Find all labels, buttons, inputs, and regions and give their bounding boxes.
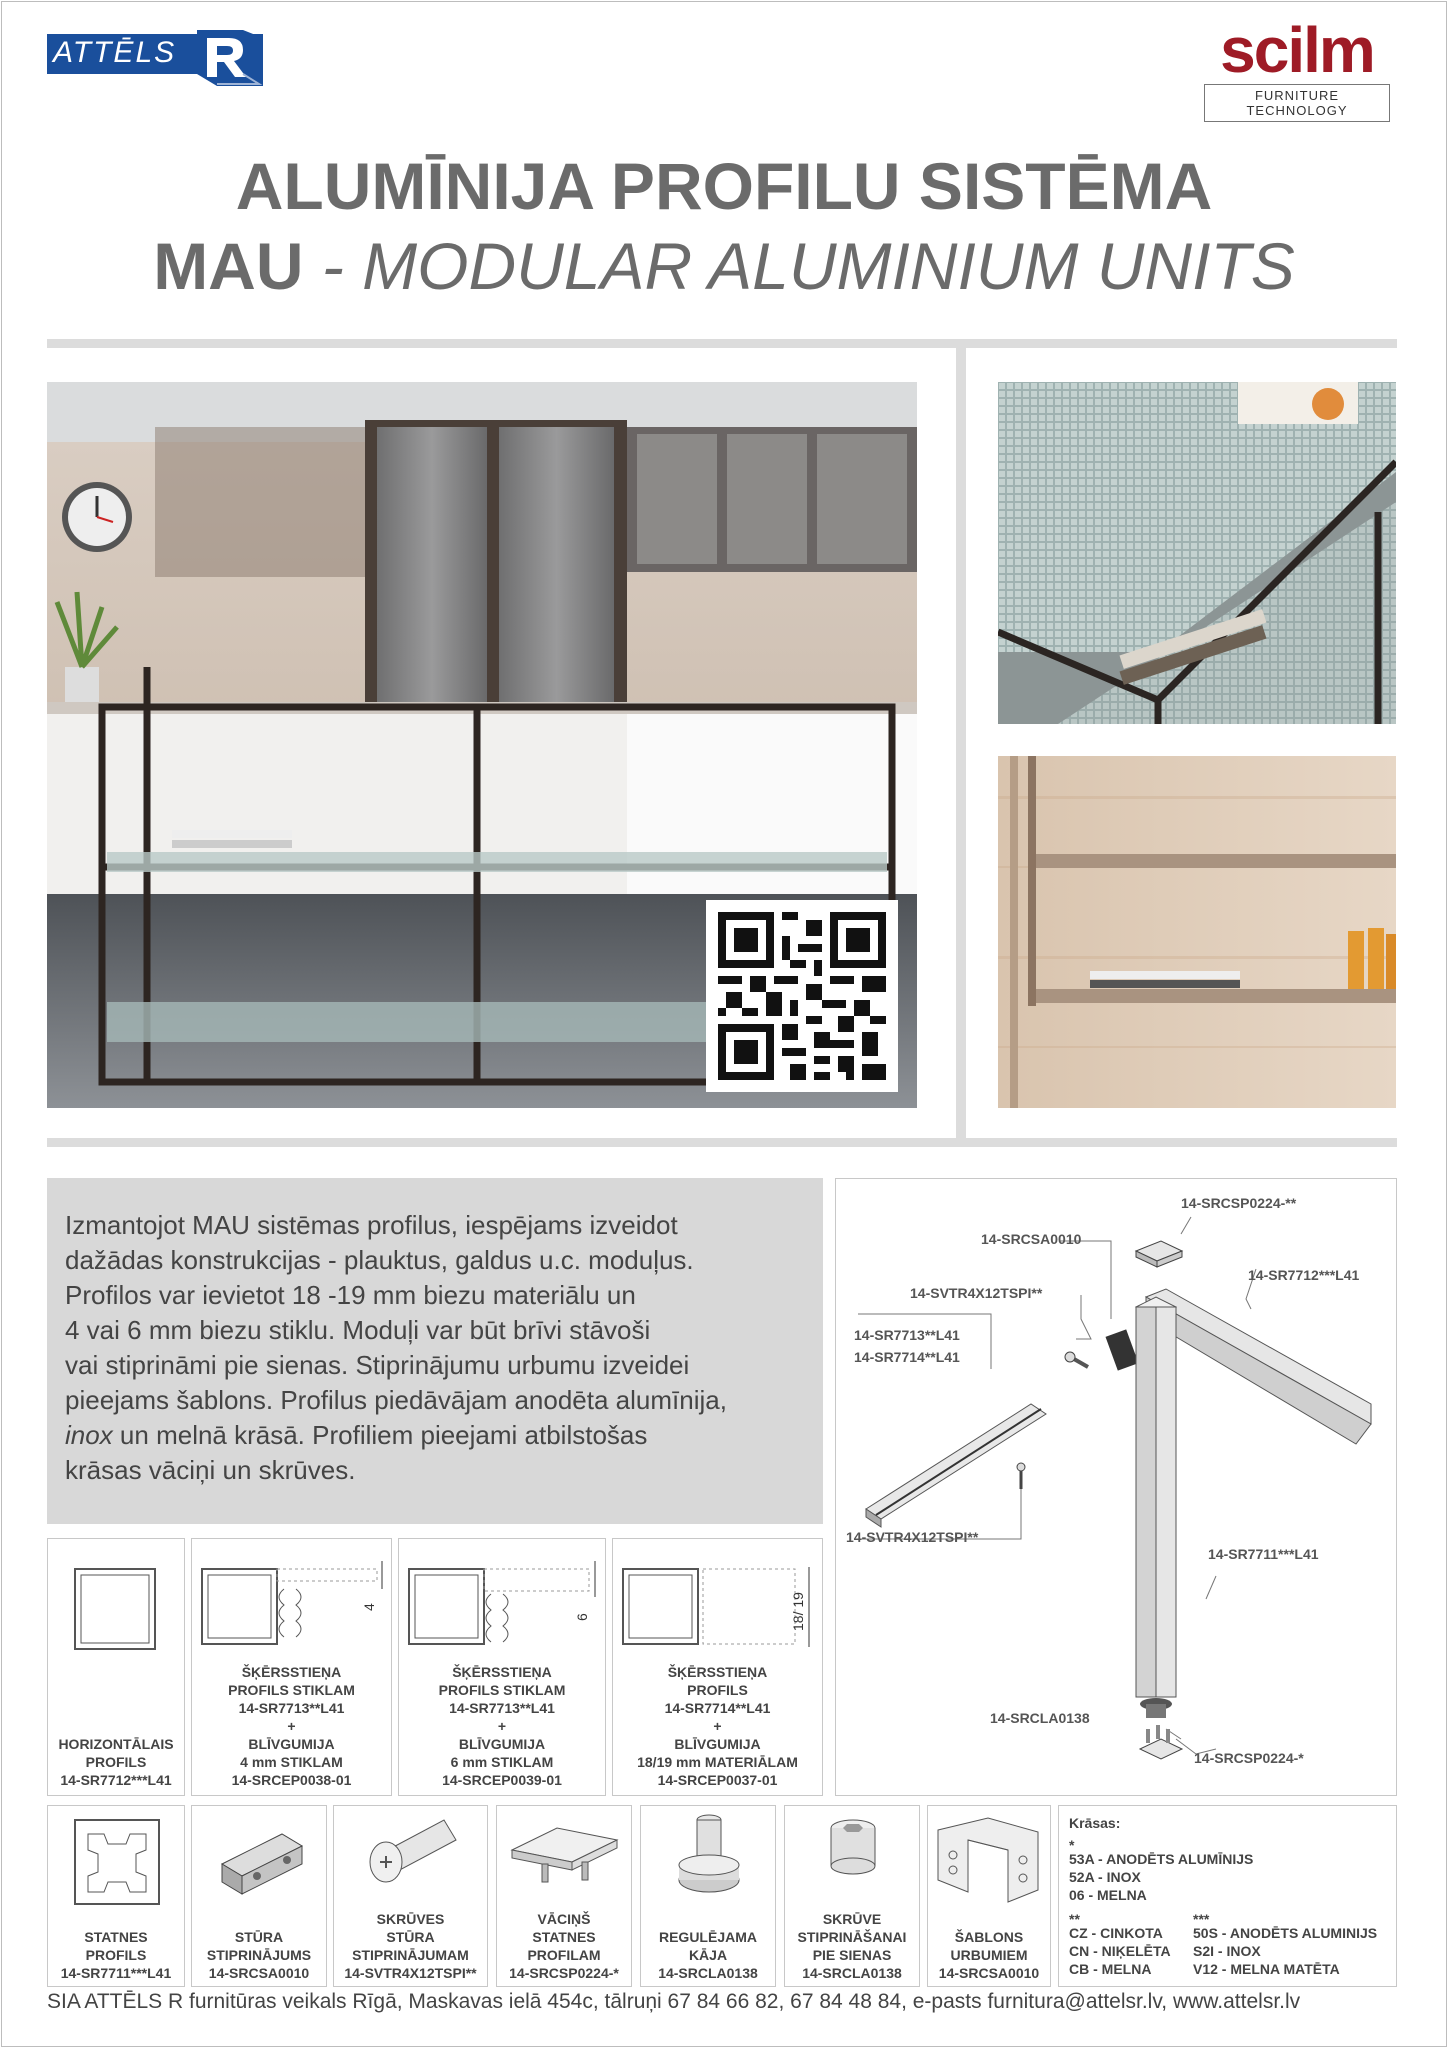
caption-line: STŪRA — [234, 1929, 284, 1945]
page-title-line2 — [0, 228, 1448, 304]
caption-line: + — [713, 1718, 722, 1734]
attels-logo — [47, 30, 263, 86]
caption-line: 14-SRCSA0010 — [938, 1965, 1040, 1981]
glass-shelf-photo — [998, 382, 1396, 724]
part-box-cap — [496, 1805, 632, 1987]
caption-line: + — [497, 1718, 507, 1734]
caption-line: STATNES — [532, 1929, 596, 1945]
profile-box-material — [612, 1538, 823, 1796]
colors-group-triple — [1193, 1911, 1378, 1978]
caption-line: 14-SR7712***L41 — [60, 1772, 172, 1788]
caption-line: PIE SIENAS — [812, 1947, 892, 1963]
description-line: krāsas vāciņi un skrūves. — [65, 1455, 356, 1485]
color-item: V12 - MELNA MATĒTA — [1193, 1961, 1340, 1977]
caption-line: 14-SR7713**L41 — [238, 1700, 345, 1716]
caption-line: + — [287, 1718, 296, 1734]
caption-line: PROFILS STIKLAM — [438, 1682, 566, 1698]
description-line: 4 vai 6 mm biezu stiklu. Moduļi var būt brīvi stāvoši — [65, 1315, 651, 1345]
part-caption — [785, 1910, 919, 1982]
part-caption — [641, 1928, 775, 1982]
label-cap-top: 14-SRCSP0224-** — [1181, 1195, 1297, 1211]
exploded-diagram — [835, 1178, 1397, 1796]
color-item: 06 - MELNA — [1069, 1887, 1147, 1903]
part-box-wall-screw — [784, 1805, 920, 1987]
scilm-logo-tagline: FURNITURE TECHNOLOGY — [1204, 84, 1390, 122]
caption-line: 14-SRCLA0138 — [802, 1965, 902, 1981]
part-box-screws — [333, 1805, 488, 1987]
colors-mark: *** — [1193, 1911, 1210, 1927]
colors-mark: ** — [1069, 1911, 1080, 1927]
description-panel — [47, 1178, 823, 1524]
colors-group-single — [1069, 1837, 1254, 1904]
top-divider — [47, 339, 1397, 348]
caption-line: ŠĶĒRSSTIEŅA — [667, 1664, 768, 1680]
caption-line: PROFILS — [85, 1754, 147, 1770]
scilm-logo-name: scilm — [1220, 14, 1374, 86]
caption-line: 14-SR7711***L41 — [60, 1965, 172, 1981]
caption-line: PROFILAM — [527, 1947, 601, 1963]
caption-line: STATNES — [84, 1929, 148, 1945]
part-caption — [497, 1910, 631, 1982]
description-line: dažādas konstrukcijas - plauktus, galdus u.c. moduļus. — [65, 1245, 694, 1275]
footer-contacts: SIA ATTĒLS R furnitūras veikals Rīgā, Maskavas ielā 454c, tālruņi 67 84 66 82, 67 84 48 84, e-pasts furnitura@attelsr.lv, www.attelsr.lv — [47, 1990, 1301, 2013]
caption-line: REGULĒJAMA — [658, 1929, 757, 1945]
mid-divider — [47, 1138, 1397, 1147]
label-cap-bottom: 14-SRCSP0224-* — [1194, 1750, 1304, 1766]
caption-line: 14-SRCEP0039-01 — [442, 1772, 562, 1788]
qr-code[interactable] — [706, 900, 898, 1092]
caption-line: KĀJA — [688, 1947, 728, 1963]
caption-line: 4 mm STIKLAM — [240, 1754, 343, 1770]
colors-title: Krāsas: — [1069, 1815, 1121, 1831]
color-item: S2I - INOX — [1193, 1943, 1261, 1959]
scilm-logo — [1197, 14, 1397, 118]
label-post: 14-SR7711***L41 — [1208, 1546, 1319, 1562]
caption-line: PROFILS STIKLAM — [228, 1682, 355, 1698]
description-inox: inox — [65, 1420, 113, 1450]
part-caption — [928, 1928, 1050, 1982]
label-foot: 14-SRCLA0138 — [990, 1710, 1090, 1726]
caption-line: 14-SR7713**L41 — [449, 1700, 555, 1716]
caption-line: STIPRINĀJUMS — [206, 1947, 312, 1963]
dim-18-19: 18/ 19 — [790, 1592, 806, 1631]
description-line: vai stiprināmi pie sienas. Stiprinājumu urbumu izveidei — [65, 1350, 690, 1380]
part-box-drill-template — [927, 1805, 1051, 1987]
caption-line: URBUMIEM — [950, 1947, 1028, 1963]
caption-line: ŠĶĒRSSTIEŅA — [241, 1664, 342, 1680]
caption-line: SKRŪVE — [822, 1911, 882, 1927]
caption-line: STŪRA — [386, 1929, 435, 1945]
caption-line: SKRŪVES — [376, 1911, 445, 1927]
description-line: Profilos var ievietot 18 -19 mm biezu materiālu un — [65, 1280, 636, 1310]
caption-line: 14-SRCEP0037-01 — [657, 1772, 778, 1788]
profile-box-horizontal — [47, 1538, 185, 1796]
color-item: 52A - INOX — [1069, 1869, 1141, 1885]
part-box-adjustable-foot — [640, 1805, 776, 1987]
caption-line: STIPRINĀJUMAM — [352, 1947, 469, 1963]
page-title-line1: ALUMĪNIJA PROFILU SISTĒMA — [235, 149, 1213, 223]
title-subtitle: - MODULAR ALUMINIUM UNITS — [303, 229, 1295, 303]
wall-shelf-photo — [998, 756, 1396, 1108]
colors-group-double — [1069, 1911, 1171, 1978]
caption-line: 18/19 mm MATERIĀLAM — [637, 1754, 798, 1770]
label-screw-bottom: 14-SVTR4X12TSPI** — [846, 1529, 979, 1545]
description-line: pieejams šablons. Profilus piedāvājam anodēta alumīnija, — [65, 1385, 727, 1415]
title-mau: MAU — [153, 229, 304, 303]
part-caption — [334, 1910, 487, 1982]
caption-line: 6 mm STIKLAM — [450, 1754, 554, 1770]
part-box-post-profile — [47, 1805, 185, 1987]
label-corner: 14-SRCSA0010 — [981, 1231, 1082, 1247]
color-item: CB - MELNA — [1069, 1961, 1152, 1977]
color-item: 50S - ANODĒTS ALUMINIJS — [1193, 1925, 1378, 1941]
dim-4: 4 — [361, 1603, 377, 1611]
caption-line: 14-SRCSP0224-* — [509, 1965, 619, 1981]
caption-line: ŠABLONS — [954, 1929, 1024, 1945]
colors-legend — [1058, 1805, 1397, 1987]
caption-line: PROFILS — [85, 1947, 147, 1963]
attels-logo-text: ATTĒLS — [53, 36, 177, 69]
part-box-corner-bracket — [191, 1805, 327, 1987]
color-item: CN - NIĶELĒTA — [1069, 1943, 1171, 1959]
caption-line: STIPRINĀŠANAI — [797, 1929, 907, 1945]
photo-divider — [956, 348, 966, 1138]
label-glass2: 14-SR7714**L41 — [854, 1349, 960, 1365]
profile-caption — [192, 1663, 391, 1789]
caption-line: BLĪVGUMIJA — [248, 1736, 335, 1752]
caption-line: 14-SVTR4X12TSPI** — [344, 1965, 477, 1981]
description-line — [65, 1418, 807, 1453]
label-screw-top: 14-SVTR4X12TSPI** — [910, 1285, 1043, 1301]
caption-line: 14-SRCSA0010 — [208, 1965, 310, 1981]
caption-line: 14-SRCEP0038-01 — [231, 1772, 352, 1788]
dim-6: 6 — [574, 1613, 590, 1621]
part-caption — [192, 1928, 326, 1982]
description-line-rest: un melnā krāsā. Profiliem pieejami atbilstošas — [112, 1420, 648, 1450]
caption-line: PROFILS — [687, 1682, 748, 1698]
colors-mark: * — [1069, 1837, 1075, 1853]
color-item: CZ - CINKOTA — [1069, 1925, 1163, 1941]
profile-box-glass-6mm — [398, 1538, 606, 1796]
description-line: Izmantojot MAU sistēmas profilus, iespējams izveidot — [65, 1210, 678, 1240]
caption-line: ŠĶĒRSSTIEŅA — [452, 1664, 552, 1680]
part-caption — [48, 1928, 184, 1982]
caption-line: VĀCIŅŠ — [537, 1911, 591, 1927]
profile-box-glass-4mm — [191, 1538, 392, 1796]
caption-line: BLĪVGUMIJA — [458, 1736, 546, 1752]
profile-caption — [399, 1663, 605, 1789]
label-rail: 14-SR7712***L41 — [1248, 1267, 1360, 1283]
label-glass1: 14-SR7713**L41 — [854, 1327, 960, 1343]
caption-line: BLĪVGUMIJA — [674, 1736, 761, 1752]
caption-line: 14-SR7714**L41 — [664, 1700, 771, 1716]
color-item: 53A - ANODĒTS ALUMĪNIJS — [1069, 1851, 1254, 1867]
caption-line: HORIZONTĀLAIS — [58, 1736, 174, 1752]
profile-caption — [48, 1735, 184, 1789]
profile-caption — [613, 1663, 822, 1789]
caption-line: 14-SRCLA0138 — [658, 1965, 758, 1981]
